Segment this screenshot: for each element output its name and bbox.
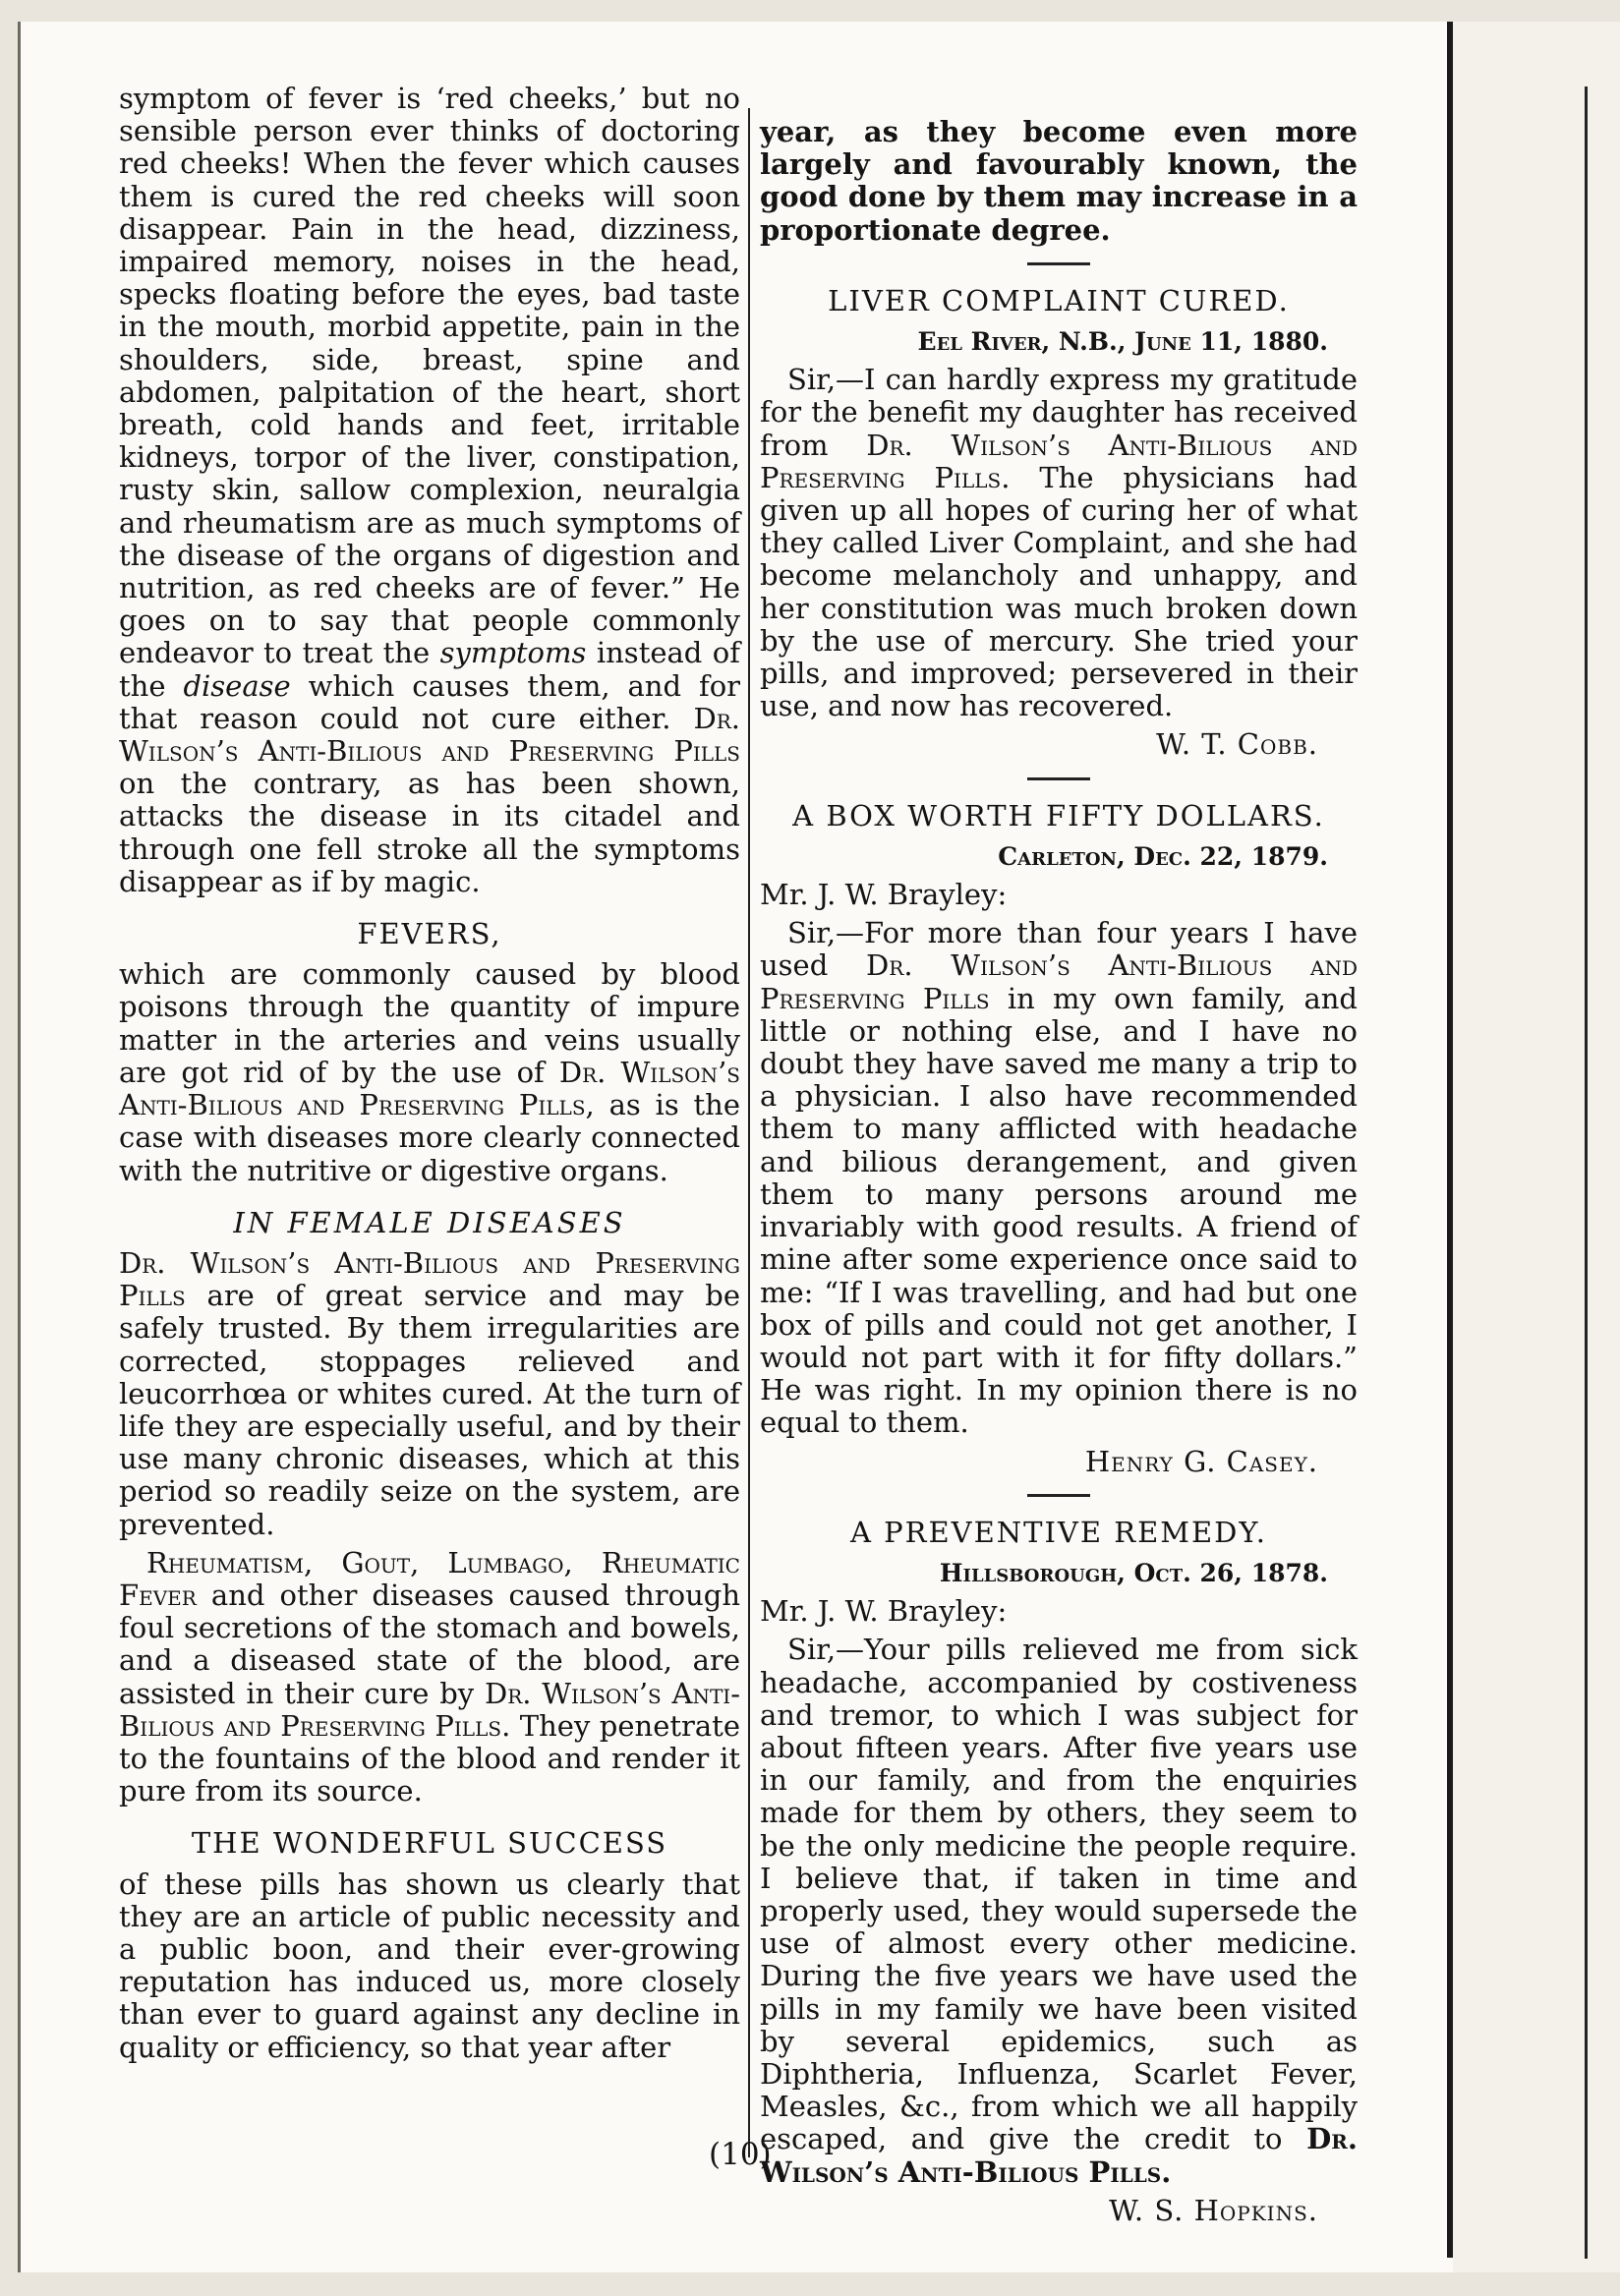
testimonial-place-date: Hillsborough, Oct. 26, 1878. [939,1558,1328,1587]
testimonial-body: Sir,—For more than four years I have used Dr. Wilson’s Anti-Bilious and Preserving Pills in my own family, and little or nothing else, and I have no doubt they have saved me many a trip to a physician. I also have recommended them to many afflicted with headache and bilious derangement, and given them to many persons around me invariably with good results. A friend of mine after some experience once said to me: “If I was travelling, and had but one box of pills and could not get another, I would not part with it for fifty dollars.” He was right. In my opinion there is no equal to them. [760,916,1358,1440]
testimonial-heading: A PREVENTIVE REMEDY. [849,1515,1268,1549]
paragraph-success: of these pills has shown us clearly that they are an article of public necessity and a public boon, and their ever-growing reputation has induced us, more closely than ever to guard against any decline in quality or efficiency, so that year after [119,1866,740,2064]
heading-female-diseases: IN FEMALE DISEASES [233,1205,626,1239]
product-name: Dr. Wilson’s Anti-Bilious Pills. [760,2122,1358,2189]
section-rule [1027,1494,1090,1497]
paragraph-female-diseases: Dr. Wilson’s Anti-Bilious and Preserving Pills are of great service and may be safely trusted. By them irregularities are corrected, stoppages relieved and leucorrhœa or whites cured. At the turn of life they are especially useful, and by their use many chronic diseases, which at this period so readily seize on the system, are prevented. [119,1245,741,1541]
product-name: Dr. Wilson’s Anti-Bilious and Preserving Pills, [119,1055,740,1122]
section-rule [1027,777,1090,780]
testimonial-body: Sir,—Your pills relieved me from sick headache, accompanied by costiveness and tremor, to which I was subject for about fifteen years. After five years use in our family, and from the enquiries made for them by others, they seem to be the only medicine the people require. I believe that, if taken in time and properly used, they would supersede the use of almost every other medicine. During the five years we have used the pills in my family we have been visited by several epidemics, such as Diphtheria, Influenza, Scarlet Fever, Measles, &c., from which we all happily escaped, and give the credit to Dr. Wilson’s Anti-Bilious Pills. [760,1633,1358,2189]
paragraph-rheumatism: Rheumatism, Gout, Lumbago, Rheumatic Fever and other diseases caused through foul secretions of the stomach and bowels, and a diseased state of the blood, are assisted in their cure by Dr. Wilson’s Anti-Bilious and Preserving Pills. They penetrate to the fountains of the blood and render it pure from its source. [119,1545,741,1808]
heading-fevers: FEVERS, [357,917,502,951]
testimonial-place-date: Eel River, N.B., June 11, 1880. [917,327,1328,357]
testimonial-signature: W. T. Cobb. [1156,727,1318,762]
page-number: (10) [709,2137,772,2172]
product-name: Dr. Wilson’s Anti-Bilious and Preserving Pills. [760,428,1359,494]
product-name: Dr. Wilson’s Anti-Bilious and Preserving Pills. [119,1676,740,1743]
column-divider [748,108,750,2157]
right-column [760,116,1358,2237]
product-name: Dr. Wilson’s Anti-Bilious and Preserving Pills [119,1245,740,1313]
heading-wonderful-success: THE WONDERFUL SUCCESS [191,1826,668,1861]
adjacent-page-strip [1453,22,1620,2272]
testimonial-addressee: Mr. J. W. Brayley: [760,1594,1008,1629]
testimonial-signature: Henry G. Casey. [1084,1444,1318,1478]
paragraph-fevers: which are commonly caused by blood poisons through the quantity of impure matter in the arteries and veins usually are got rid of by the use of Dr. Wilson’s Anti-Bilious and Preserving Pills, as is the case with diseases more clearly connected with the nutritive or digestive organs. [119,957,741,1187]
paragraph-symptoms: symptom of fever is ‘red cheeks,’ but no sensible person ever thinks of doctoring red cheeks! When the fever which causes them is cured the red cheeks will soon disappear. Pain in the head, dizziness, impaired memory, noises in the head, specks floating before the eyes, bad taste in the mouth, morbid appetite, pain in the shoulders, side, breast, spine and abdomen, palpitation of the heart, short breath, cold hands and feet, irritable kidneys, torpor of the liver, constipation, rusty skin, sallow complexion, neuralgia and rheumatism are as much symptoms of the disease of the organs of digestion and nutrition, as red cheeks are of fever.” He goes on to say that people commonly endeavor to treat the symptoms instead of the disease which causes them, and for that reason could not cure either. Dr. Wilson’s Anti-Bilious and Preserving Pills on the contrary, as has been shown, attacks the disease in its citadel and through one fell stroke all the symptoms disappear as if by magic. [119,82,741,898]
section-rule [1027,262,1090,265]
product-name: Dr. Wilson’s Anti-Bilious and Preserving Pills [760,948,1358,1015]
testimonial-addressee: Mr. J. W. Brayley: [760,878,1008,912]
testimonial-heading: A BOX WORTH FIFTY DOLLARS. [792,798,1325,832]
document-page [18,22,1471,2272]
testimonial-heading: LIVER COMPLAINT CURED. [828,283,1290,317]
product-name: Dr. Wilson’s Anti-Bilious and Preserving Pills [119,701,740,769]
left-column [119,83,740,2070]
paragraph-continued: year, as they become even more largely and favourably known, the good done by them may increase in a proportionate degree. [760,115,1358,247]
testimonial-body: Sir,—I can hardly express my gratitude for the benefit my daughter has received from Dr. Wilson’s Anti-Bilious and Preserving Pills. The physicians had given up all hopes of curing her of what they called Liver Complaint, and she had become melancholy and unhappy, and her constitution was much broken down by the use of mercury. She tried your pills, and improved; persevered in their use, and now has recovered. [760,363,1359,723]
testimonial-signature: W. S. Hopkins. [1109,2193,1318,2227]
testimonial-place-date: Carleton, Dec. 22, 1879. [998,841,1328,871]
adjacent-page-rule [1585,86,1588,2259]
